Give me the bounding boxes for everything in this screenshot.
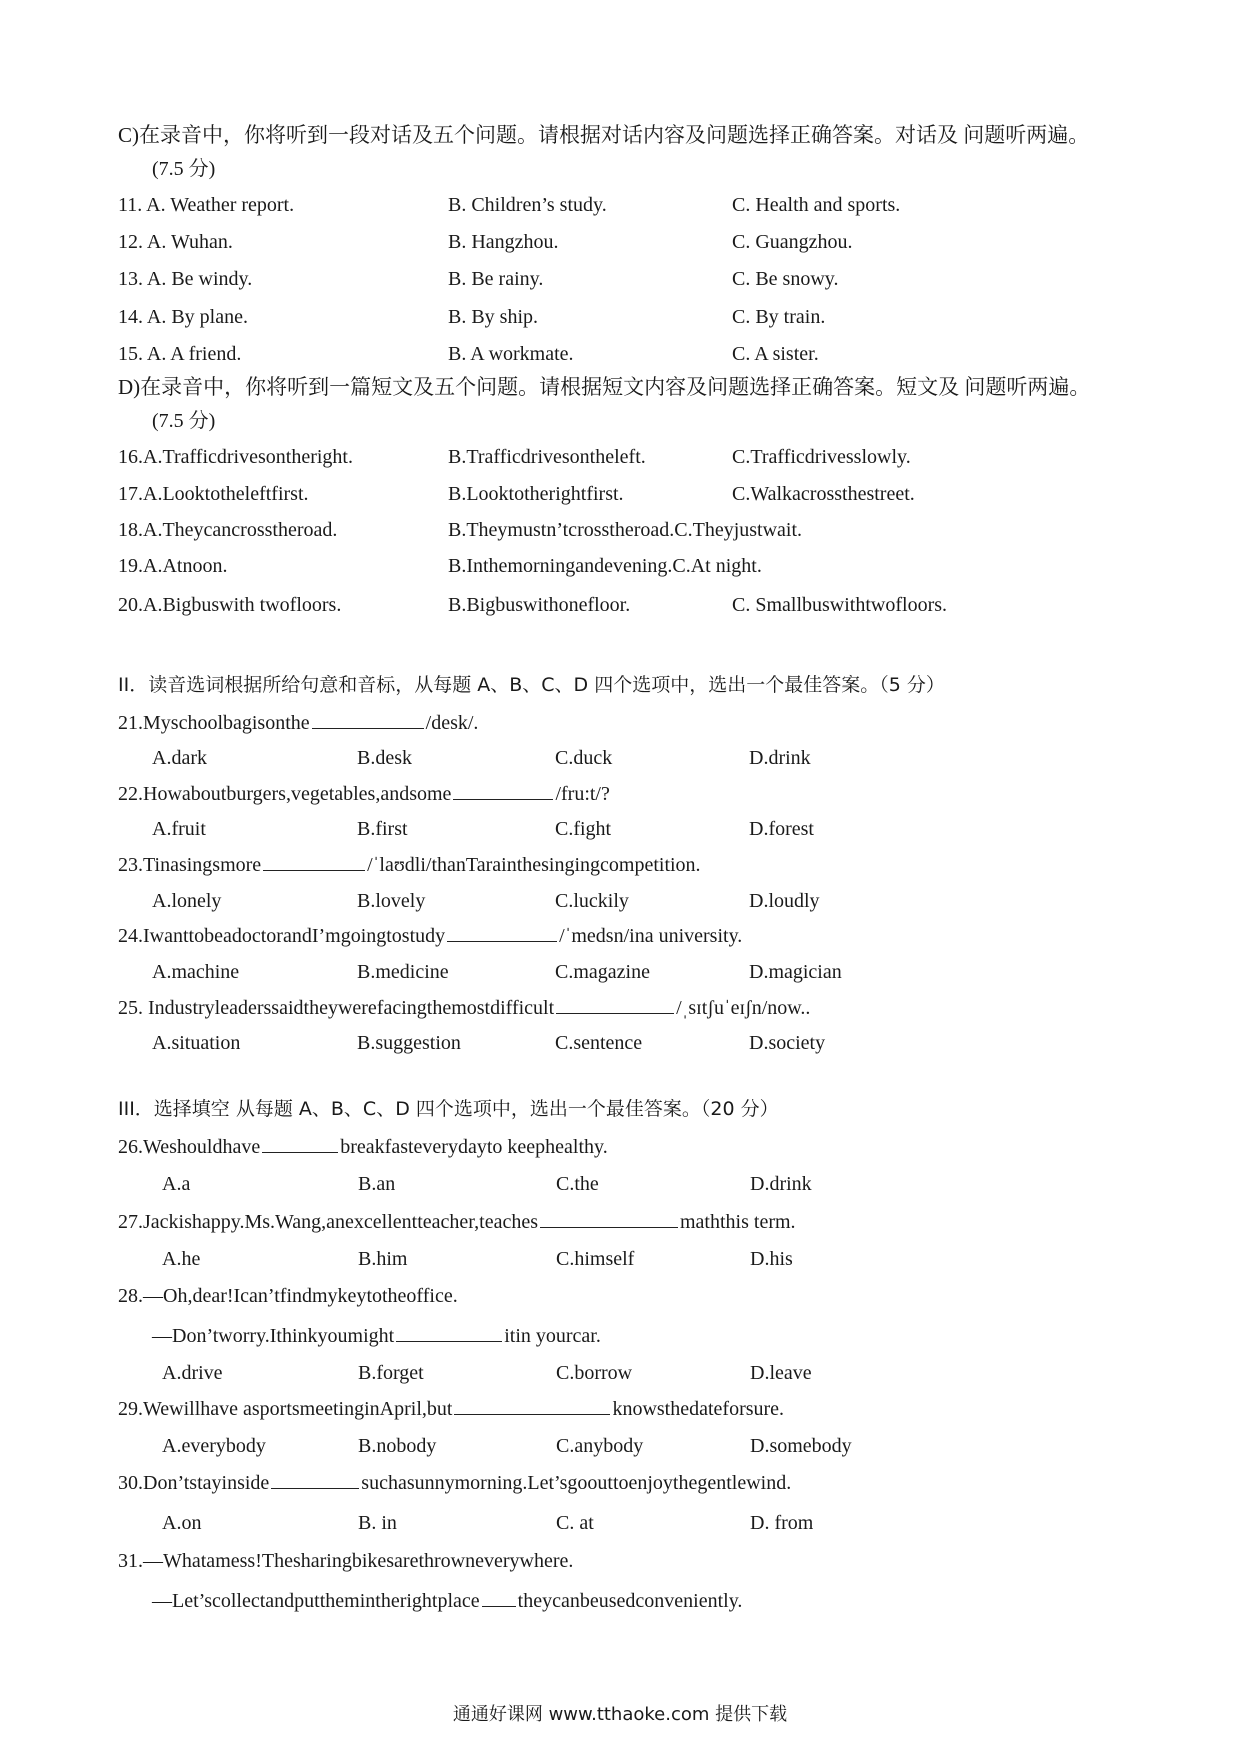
option-a: A.a xyxy=(162,1173,191,1195)
question-26 xyxy=(118,1134,608,1160)
option-c: C.borrow xyxy=(556,1362,633,1384)
answer-blank xyxy=(556,995,674,1014)
option-a: 20.A.Bigbuswith twofloors. xyxy=(118,594,342,616)
question-31-line1: 31.—Whatamess!Thesharingbikesarethrowneverywhere. xyxy=(118,1550,574,1572)
phonetic: /ˈlaʊdli/thanTarainthesingingcompetition. xyxy=(367,854,701,876)
answer-blank xyxy=(447,923,557,942)
option-c: C.Trafficdrivesslowly. xyxy=(732,446,911,468)
question-tail: maththis term. xyxy=(680,1211,796,1233)
section-iii-heading: III．选择填空 从每题 A、B、C、D 四个选项中，选出一个最佳答案。（20 分） xyxy=(118,1098,779,1120)
option-a: A.fruit xyxy=(152,818,206,840)
option-a: A.drive xyxy=(162,1362,223,1384)
option-b: B.lovely xyxy=(357,890,426,912)
answer-blank xyxy=(396,1323,502,1342)
option-c: C. at xyxy=(556,1512,594,1534)
option-c: C.the xyxy=(556,1173,599,1195)
question-tail: knowsthedateforsure. xyxy=(612,1398,785,1420)
question-stem: 25. Industryleaderssaidtheywerefacingthemostdifficult xyxy=(118,997,555,1019)
answer-blank xyxy=(312,710,424,729)
option-b: B.Bigbuswithonefloor. xyxy=(448,594,631,616)
option-d: D. from xyxy=(750,1512,814,1534)
answer-blank xyxy=(482,1588,516,1607)
section-c-instruction: C)在录音中，你将听到一段对话及五个问题。请根据对话内容及问题选择正确答案。对话及 问题听两遍。 xyxy=(118,123,1090,147)
question-tail: theycanbeusedconveniently. xyxy=(517,1590,743,1612)
option-b: B.an xyxy=(358,1173,396,1195)
option-b: B.first xyxy=(357,818,408,840)
option-c: C.fight xyxy=(555,818,612,840)
option-b: B.Inthemorningandevening.C.At night. xyxy=(448,555,762,577)
option-b: B.desk xyxy=(357,747,412,769)
option-d: D.his xyxy=(750,1248,793,1270)
question-stem: 22.Howaboutburgers,vegetables,andsome xyxy=(118,783,452,805)
option-b: B. By ship. xyxy=(448,306,539,328)
question-stem: 24.IwanttobeadoctorandI’mgoingtostudy xyxy=(118,925,446,947)
option-b: B.Looktotherightfirst. xyxy=(448,483,624,505)
option-a: 13. A. Be windy. xyxy=(118,268,253,290)
answer-blank xyxy=(454,1396,610,1415)
question-stem: 26.Weshouldhave xyxy=(118,1136,261,1158)
option-a: 15. A. A friend. xyxy=(118,343,242,365)
option-d: D.magician xyxy=(749,961,842,983)
option-c: C.himself xyxy=(556,1248,635,1270)
option-b: B.Trafficdrivesontheleft. xyxy=(448,446,646,468)
option-a: 17.A.Looktotheleftfirst. xyxy=(118,483,309,505)
option-a: 16.A.Trafficdrivesontheright. xyxy=(118,446,353,468)
section-c-points: (7.5 分) xyxy=(152,158,216,180)
question-tail: breakfasteverydayto keephealthy. xyxy=(340,1136,608,1158)
question-stem: 21.Myschoolbagisonthe xyxy=(118,712,310,734)
answer-blank xyxy=(540,1209,678,1228)
option-c: C.anybody xyxy=(556,1435,644,1457)
option-a: A.dark xyxy=(152,747,207,769)
option-c: C. By train. xyxy=(732,306,826,328)
option-c: C. Guangzhou. xyxy=(732,231,853,253)
question-29 xyxy=(118,1396,784,1422)
question-28-line2 xyxy=(152,1323,601,1349)
option-b: B.Theymustn’tcrosstheroad.C.Theyjustwait. xyxy=(448,519,803,541)
option-b: B. A workmate. xyxy=(448,343,574,365)
footer-download-note: 通通好课网 www.tthaoke.com 提供下载 xyxy=(452,1704,788,1725)
option-a: 12. A. Wuhan. xyxy=(118,231,233,253)
option-b: B. Children’s study. xyxy=(448,194,607,216)
option-a: A.situation xyxy=(152,1032,241,1054)
option-a: 18.A.Theycancrosstheroad. xyxy=(118,519,338,541)
option-b: B. Be rainy. xyxy=(448,268,544,290)
option-d: D.forest xyxy=(749,818,814,840)
section-d-points: (7.5 分) xyxy=(152,410,216,432)
option-d: D.society xyxy=(749,1032,826,1054)
option-c: C. Smallbuswithtwofloors. xyxy=(732,594,948,616)
question-27 xyxy=(118,1209,796,1235)
option-d: D.drink xyxy=(749,747,811,769)
option-c: C.magazine xyxy=(555,961,650,983)
section-d-instruction: D)在录音中，你将听到一篇短文及五个问题。请根据短文内容及问题选择正确答案。短文及 问题听两遍。 xyxy=(118,375,1091,399)
question-stem: —Let’scollectandputthemintherightplace xyxy=(152,1590,480,1612)
option-b: B.forget xyxy=(358,1362,424,1384)
option-c: C. Be snowy. xyxy=(732,268,839,290)
option-b: B. Hangzhou. xyxy=(448,231,559,253)
option-c: C.Walkacrossthestreet. xyxy=(732,483,915,505)
question-stem: 27.Jackishappy.Ms.Wang,anexcellentteacher,teaches xyxy=(118,1211,538,1233)
question-stem: —Don’tworry.Ithinkyoumight xyxy=(152,1325,395,1347)
option-c: C.sentence xyxy=(555,1032,643,1054)
option-d: D.leave xyxy=(750,1362,812,1384)
option-b: B.suggestion xyxy=(357,1032,461,1054)
option-a: A.machine xyxy=(152,961,240,983)
option-a: A.lonely xyxy=(152,890,222,912)
option-b: B. in xyxy=(358,1512,397,1534)
option-c: C. A sister. xyxy=(732,343,819,365)
question-tail: suchasunnymorning.Let’sgoouttoenjoythegentlewind. xyxy=(361,1472,792,1494)
option-a: A.on xyxy=(162,1512,202,1534)
option-a: 14. A. By plane. xyxy=(118,306,248,328)
question-stem: 29.Wewillhave asportsmeetinginApril,but xyxy=(118,1398,453,1420)
option-d: D.drink xyxy=(750,1173,812,1195)
option-b: B.medicine xyxy=(357,961,449,983)
option-c: C.luckily xyxy=(555,890,629,912)
option-a: 19.A.Atnoon. xyxy=(118,555,228,577)
option-a: 11. A. Weather report. xyxy=(118,194,295,216)
section-ii-heading: II．读音选词根据所给句意和音标，从每题 A、B、C、D 四个选项中，选出一个最佳答案。（5 分） xyxy=(118,674,945,696)
answer-blank xyxy=(263,852,365,871)
option-a: A.he xyxy=(162,1248,201,1270)
question-23 xyxy=(118,852,701,878)
option-b: B.nobody xyxy=(358,1435,437,1457)
question-31-line2 xyxy=(152,1588,742,1614)
answer-blank xyxy=(262,1134,338,1153)
answer-blank xyxy=(453,781,553,800)
question-30 xyxy=(118,1470,791,1496)
question-tail: itin yourcar. xyxy=(504,1325,601,1347)
question-21 xyxy=(118,710,478,736)
option-d: D.somebody xyxy=(750,1435,852,1457)
question-24 xyxy=(118,923,742,949)
option-b: B.him xyxy=(358,1248,408,1270)
question-stem: 23.Tinasingsmore xyxy=(118,854,262,876)
option-c: C. Health and sports. xyxy=(732,194,901,216)
option-a: A.everybody xyxy=(162,1435,266,1457)
answer-blank xyxy=(271,1470,359,1489)
option-c: C.duck xyxy=(555,747,613,769)
option-d: D.loudly xyxy=(749,890,820,912)
question-28-line1: 28.—Oh,dear!Ican’tfindmykeytotheoffice. xyxy=(118,1285,458,1307)
phonetic: /fru:t/? xyxy=(555,783,610,805)
phonetic: /ˈmedsn/ina university. xyxy=(559,925,743,947)
question-25 xyxy=(118,995,810,1021)
question-22 xyxy=(118,781,610,807)
phonetic: /ˌsɪtʃuˈeɪʃn/now.. xyxy=(676,997,811,1019)
phonetic: /desk/. xyxy=(425,712,479,734)
question-stem: 30.Don’tstayinside xyxy=(118,1472,270,1494)
